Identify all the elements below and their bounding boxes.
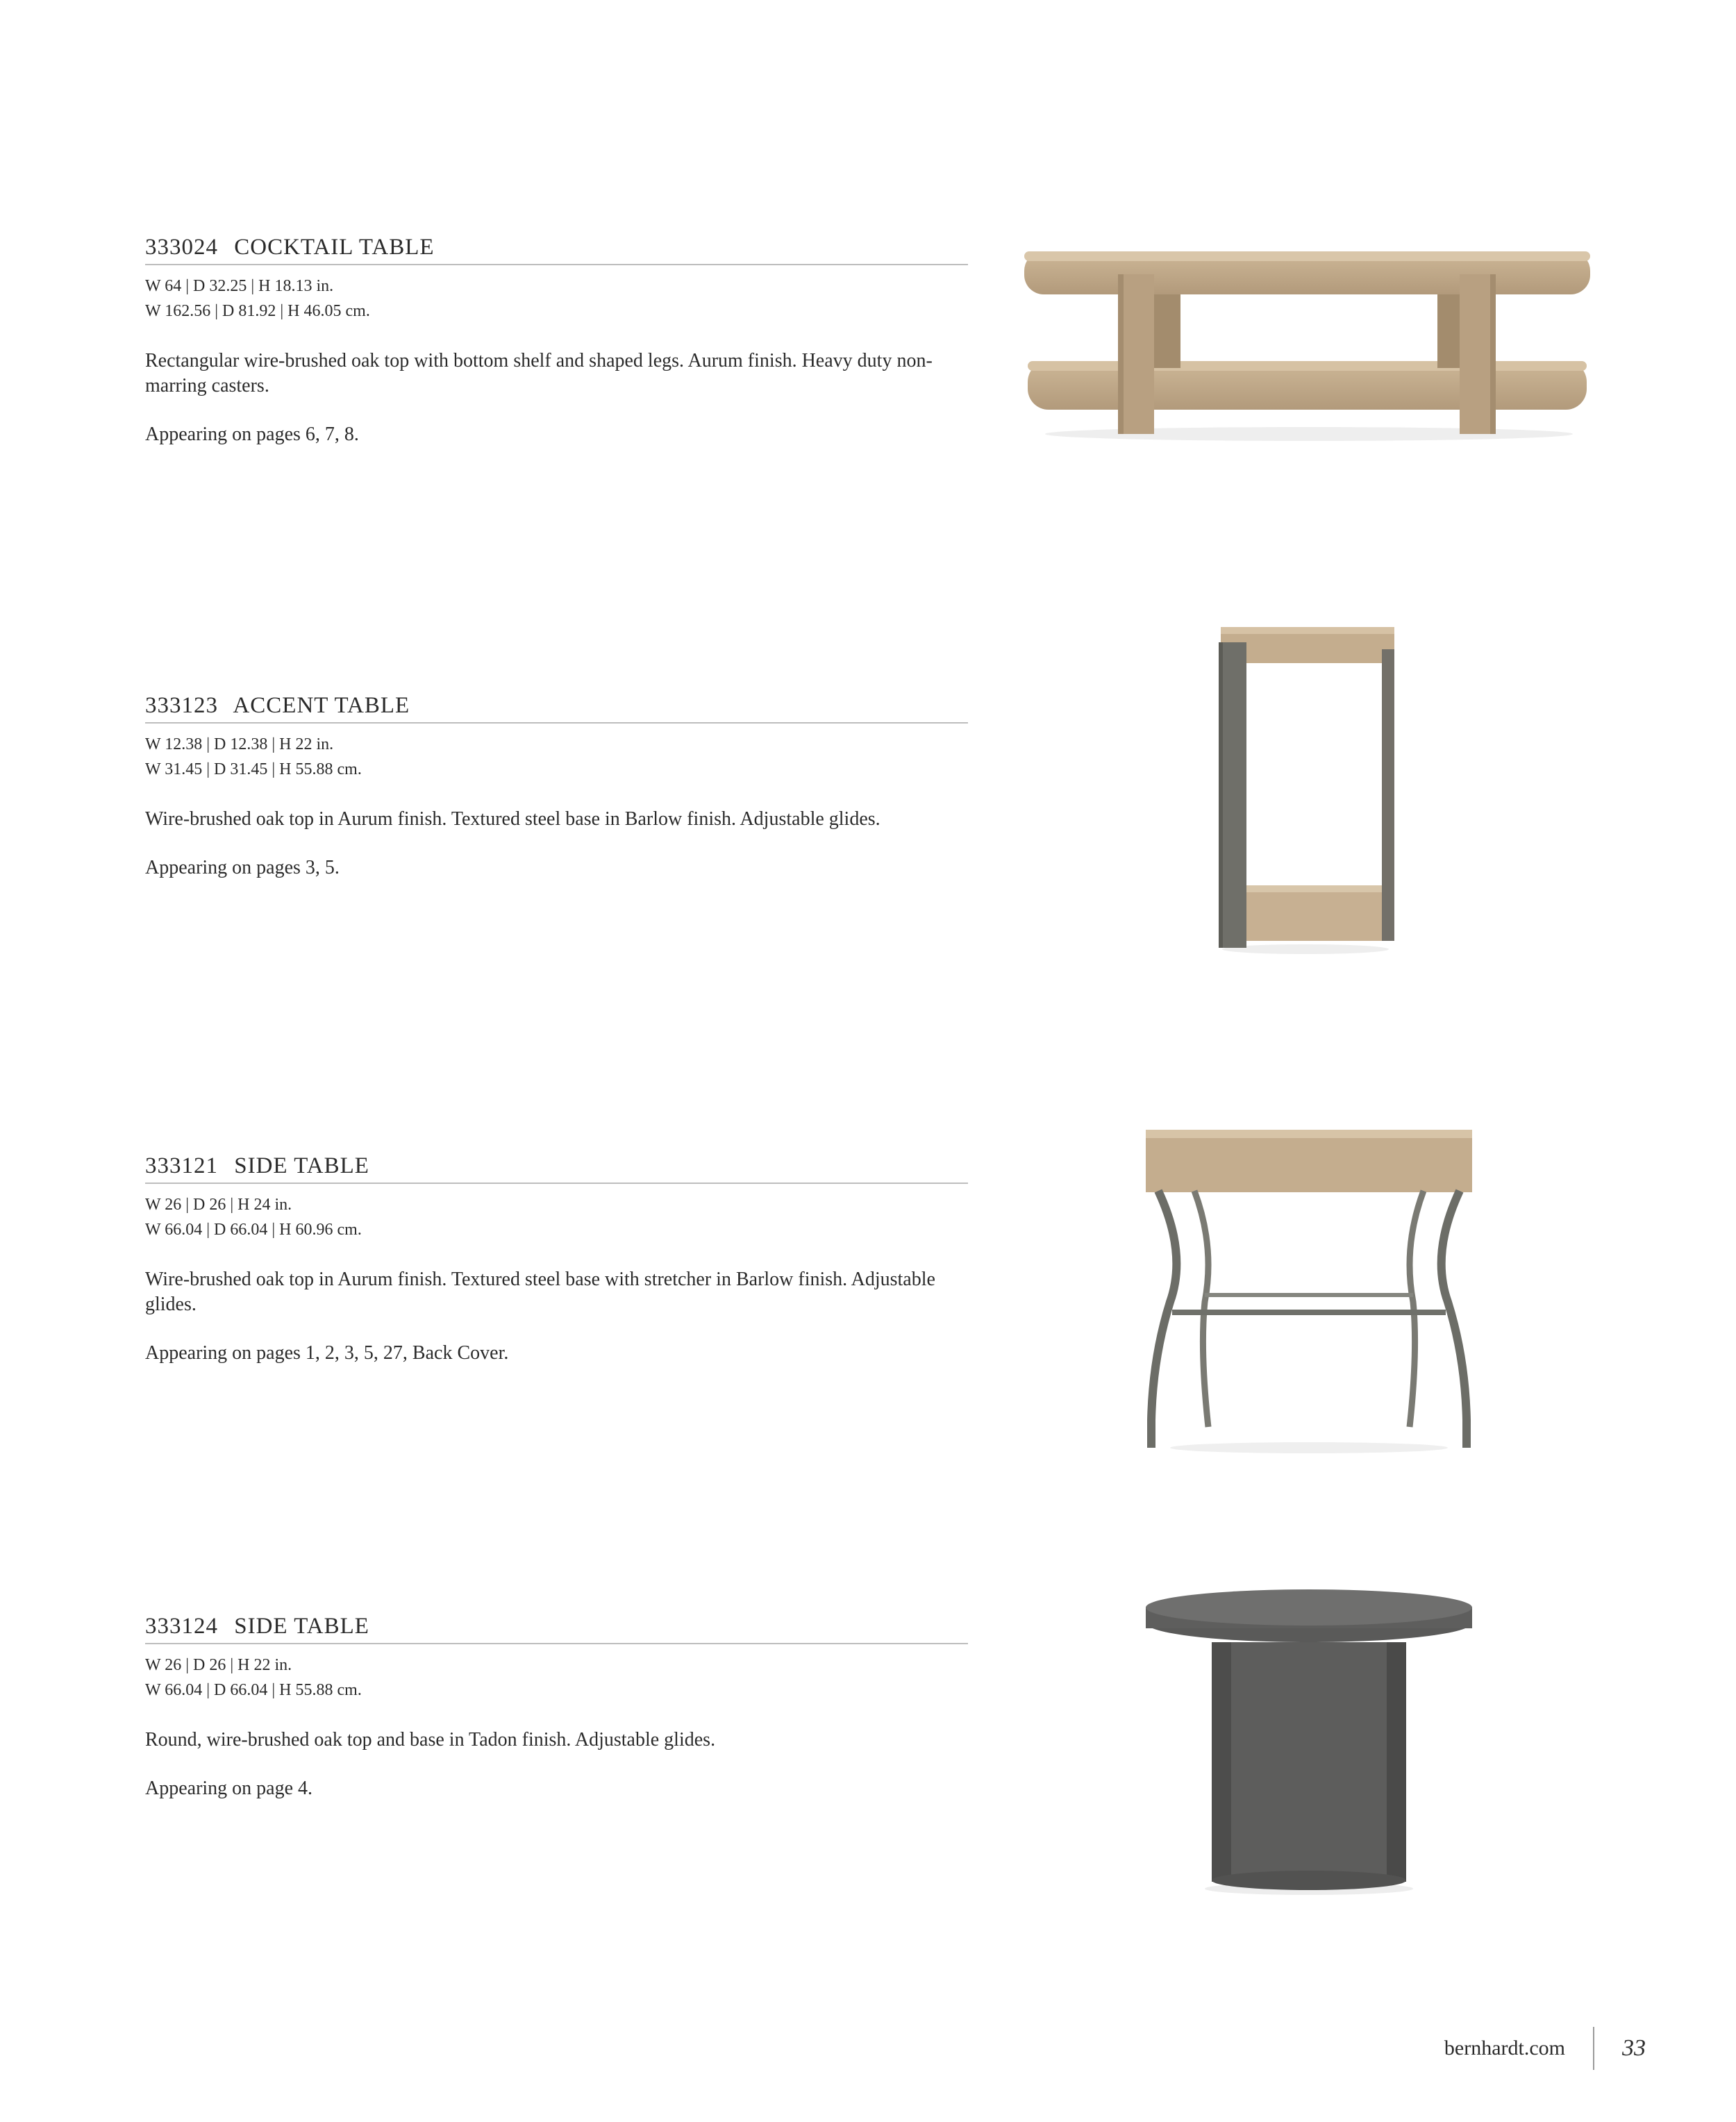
appearing-pages: Appearing on pages 6, 7, 8.	[145, 424, 359, 445]
product-title	[145, 1152, 968, 1184]
product-description: Rectangular wire-brushed oak top with bottom shelf and shaped legs. Aurum finish. Heavy duty non-marring casters.	[145, 350, 933, 396]
product-description: Round, wire-brushed oak top and base in Tadon finish. Adjustable glides.	[145, 1729, 716, 1751]
website-link[interactable]: bernhardt.com	[1444, 2037, 1565, 2060]
dimensions-inches: W 26 | D 26 | H 22 in.	[145, 1656, 292, 1674]
page-footer	[1444, 2028, 1646, 2069]
dimensions-inches: W 64 | D 32.25 | H 18.13 in.	[145, 277, 334, 295]
product-accent-table	[145, 692, 968, 880]
dimensions	[145, 732, 968, 782]
product-description: Wire-brushed oak top in Aurum finish. Textured steel base with stretcher in Barlow finish. Adjustable glides.	[145, 1269, 935, 1315]
product-side-table-333121	[145, 1152, 968, 1366]
product-name: SIDE TABLE	[234, 1153, 369, 1178]
dimensions	[145, 1653, 968, 1703]
dimensions-cm: W 66.04 | D 66.04 | H 55.88 cm.	[145, 1681, 362, 1699]
dimensions-inches: W 12.38 | D 12.38 | H 22 in.	[145, 735, 334, 753]
dimensions	[145, 274, 968, 324]
page-number: 33	[1622, 2035, 1646, 2061]
footer-divider	[1593, 2027, 1594, 2070]
product-description: Wire-brushed oak top in Aurum finish. Textured steel base in Barlow finish. Adjustable glides.	[145, 808, 880, 830]
dimensions-cm: W 31.45 | D 31.45 | H 55.88 cm.	[145, 760, 362, 778]
dimensions-cm: W 66.04 | D 66.04 | H 60.96 cm.	[145, 1221, 362, 1239]
product-cocktail-table	[145, 233, 968, 447]
product-side-table-333124	[145, 1612, 968, 1801]
product-name: ACCENT TABLE	[233, 693, 410, 718]
product-title	[145, 692, 968, 724]
appearing-pages: Appearing on page 4.	[145, 1778, 313, 1799]
dimensions	[145, 1192, 968, 1242]
cocktail-table-image	[1021, 243, 1597, 444]
product-sku: 333123	[145, 693, 218, 718]
appearing-pages: Appearing on pages 3, 5.	[145, 857, 340, 878]
product-sku: 333121	[145, 1153, 218, 1178]
accent-table-image	[1208, 621, 1403, 958]
product-name: COCKTAIL TABLE	[234, 235, 435, 260]
dimensions-cm: W 162.56 | D 81.92 | H 46.05 cm.	[145, 302, 370, 320]
dimensions-inches: W 26 | D 26 | H 24 in.	[145, 1196, 292, 1214]
product-title	[145, 233, 968, 265]
product-name: SIDE TABLE	[234, 1614, 369, 1639]
product-title	[145, 1612, 968, 1644]
side-table-metal-image	[1139, 1121, 1479, 1458]
product-sku: 333024	[145, 235, 218, 260]
side-table-round-image	[1139, 1587, 1479, 1899]
product-sku: 333124	[145, 1614, 218, 1639]
appearing-pages: Appearing on pages 1, 2, 3, 5, 27, Back Cover.	[145, 1342, 509, 1364]
